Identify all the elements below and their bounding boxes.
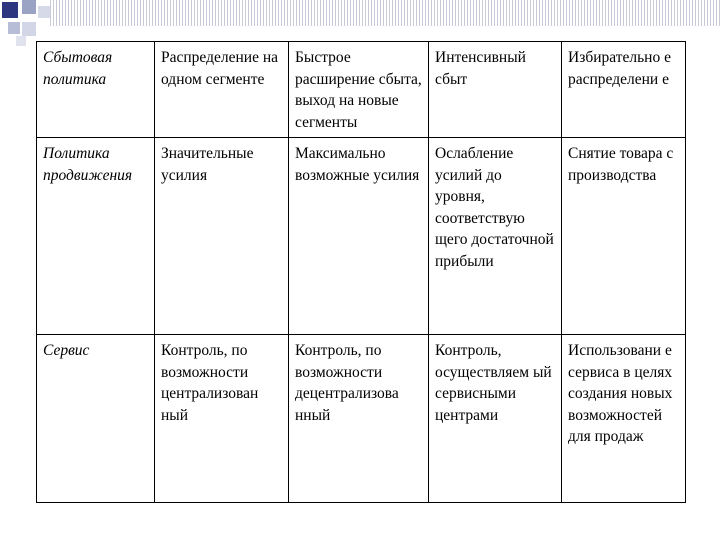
table-cell bbox=[429, 138, 562, 335]
row-header bbox=[37, 42, 155, 138]
row-header bbox=[37, 138, 155, 335]
decorative-square bbox=[38, 6, 50, 18]
cell-text: Интенсивный сбыт bbox=[435, 49, 526, 88]
row-header-text: Политика продвижения bbox=[43, 145, 133, 184]
table-cell bbox=[562, 138, 686, 335]
table-cell bbox=[289, 335, 429, 503]
table-cell bbox=[562, 335, 686, 503]
table-cell bbox=[429, 42, 562, 138]
table-row-promotion-policy bbox=[37, 138, 686, 335]
cell-text: Быстрое расширение сбыта, выход на новые сегменты bbox=[295, 49, 422, 131]
cell-text: Контроль, по возможности централизован ный bbox=[161, 342, 259, 424]
cell-text: Снятие товара с производства bbox=[568, 145, 674, 184]
table-cell bbox=[562, 42, 686, 138]
table-row-sales-policy bbox=[37, 42, 686, 138]
row-header-text: Сбытовая политика bbox=[43, 49, 113, 88]
table-cell bbox=[289, 138, 429, 335]
cell-text: Максимально возможные усилия bbox=[295, 145, 420, 184]
decorative-stripes bbox=[50, 0, 720, 26]
table-cell bbox=[155, 335, 289, 503]
table-cell bbox=[289, 42, 429, 138]
decorative-square bbox=[22, 0, 36, 14]
strategy-table bbox=[36, 41, 686, 503]
cell-text: Значительные усилия bbox=[161, 145, 254, 184]
cell-text: Контроль, осуществляем ый сервисными центрами bbox=[435, 342, 552, 424]
decorative-square bbox=[16, 36, 26, 46]
row-header bbox=[37, 335, 155, 503]
cell-text: Контроль, по возможности децентрализова нный bbox=[295, 342, 399, 424]
table-cell bbox=[155, 42, 289, 138]
table-row-service bbox=[37, 335, 686, 503]
cell-text: Распределение на одном сегменте bbox=[161, 49, 278, 88]
decorative-square bbox=[2, 2, 18, 18]
decorative-square bbox=[22, 22, 36, 36]
cell-text: Избирательно е распределени е bbox=[568, 49, 671, 88]
cell-text: Использовани е сервиса в целях создания новых возможностей для продаж bbox=[568, 342, 673, 445]
decorative-square bbox=[8, 22, 20, 34]
table-cell bbox=[155, 138, 289, 335]
table-cell bbox=[429, 335, 562, 503]
cell-text: Ослабление усилий до уровня, соответствую щего достаточной прибыли bbox=[435, 145, 554, 270]
row-header-text: Сервис bbox=[43, 342, 90, 359]
